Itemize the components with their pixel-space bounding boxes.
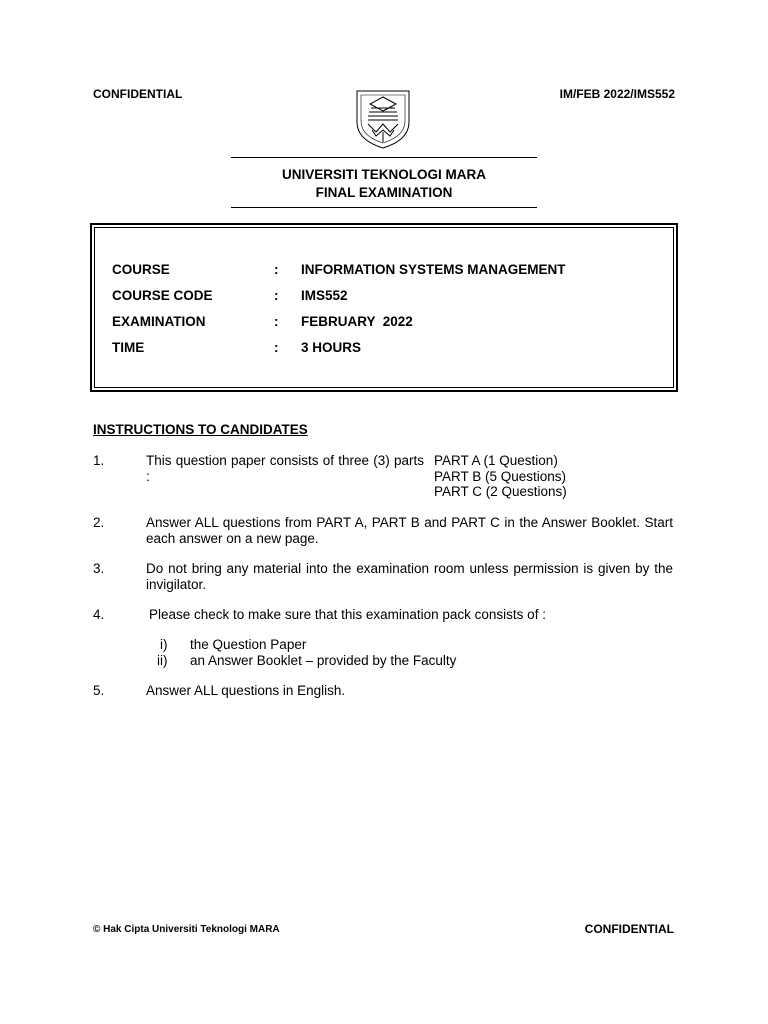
part-c: PART C (2 Questions): [434, 484, 567, 499]
part-a: PART A (1 Question): [434, 453, 558, 468]
course-colon: :: [274, 262, 279, 277]
instruction-text: This question paper consists of three (3) parts :: [146, 453, 424, 484]
examination-label: EXAMINATION: [112, 314, 206, 329]
exam-title: [231, 166, 537, 202]
header-confidential: CONFIDENTIAL: [93, 87, 183, 101]
parts-list: [434, 453, 567, 500]
instructions-title: INSTRUCTIONS TO CANDIDATES: [93, 422, 308, 437]
examination-value: FEBRUARY 2022: [301, 314, 413, 329]
title-rule-top: [231, 157, 537, 158]
course-label: COURSE: [112, 262, 170, 277]
instruction-text: Answer ALL questions in English.: [146, 683, 346, 698]
pack-item-text: an Answer Booklet – provided by the Faculty: [190, 653, 457, 668]
university-crest-icon: [354, 88, 412, 150]
instruction-number: 2.: [93, 515, 105, 530]
course-code-label: COURSE CODE: [112, 288, 213, 303]
time-colon: :: [274, 340, 279, 355]
instruction-number: 1.: [93, 453, 105, 468]
pack-item-number: i): [160, 637, 168, 652]
part-b: PART B (5 Questions): [434, 468, 567, 484]
course-value: INFORMATION SYSTEMS MANAGEMENT: [301, 262, 566, 277]
course-code-colon: :: [274, 288, 279, 303]
footer-confidential: CONFIDENTIAL: [584, 922, 674, 936]
exam-type: FINAL EXAMINATION: [315, 185, 453, 200]
university-name: UNIVERSITI TEKNOLOGI MARA: [281, 167, 486, 182]
header-exam-code: IM/FEB 2022/IMS552: [559, 87, 675, 101]
time-label: TIME: [112, 340, 145, 355]
instruction-text: Do not bring any material into the examination room unless permission is given by the invigilator.: [146, 561, 673, 592]
instruction-number: 5.: [93, 683, 105, 698]
time-value: 3 HOURS: [301, 340, 362, 355]
title-rule-bottom: [231, 207, 537, 208]
examination-colon: :: [274, 314, 279, 329]
footer-copyright: © Hak Cipta Universiti Teknologi MARA: [93, 924, 280, 935]
course-info-box: [90, 223, 678, 392]
instruction-number: 4.: [93, 607, 105, 622]
instruction-text: Please check to make sure that this examination pack consists of :: [149, 607, 546, 622]
instruction-text: Answer ALL questions from PART A, PART B and PART C in the Answer Booklet. Start each answer on a new page.: [146, 515, 673, 546]
instruction-number: 3.: [93, 561, 105, 576]
pack-item-number: ii): [157, 653, 168, 668]
course-code-value: IMS552: [301, 288, 348, 303]
pack-item-text: the Question Paper: [190, 637, 307, 652]
